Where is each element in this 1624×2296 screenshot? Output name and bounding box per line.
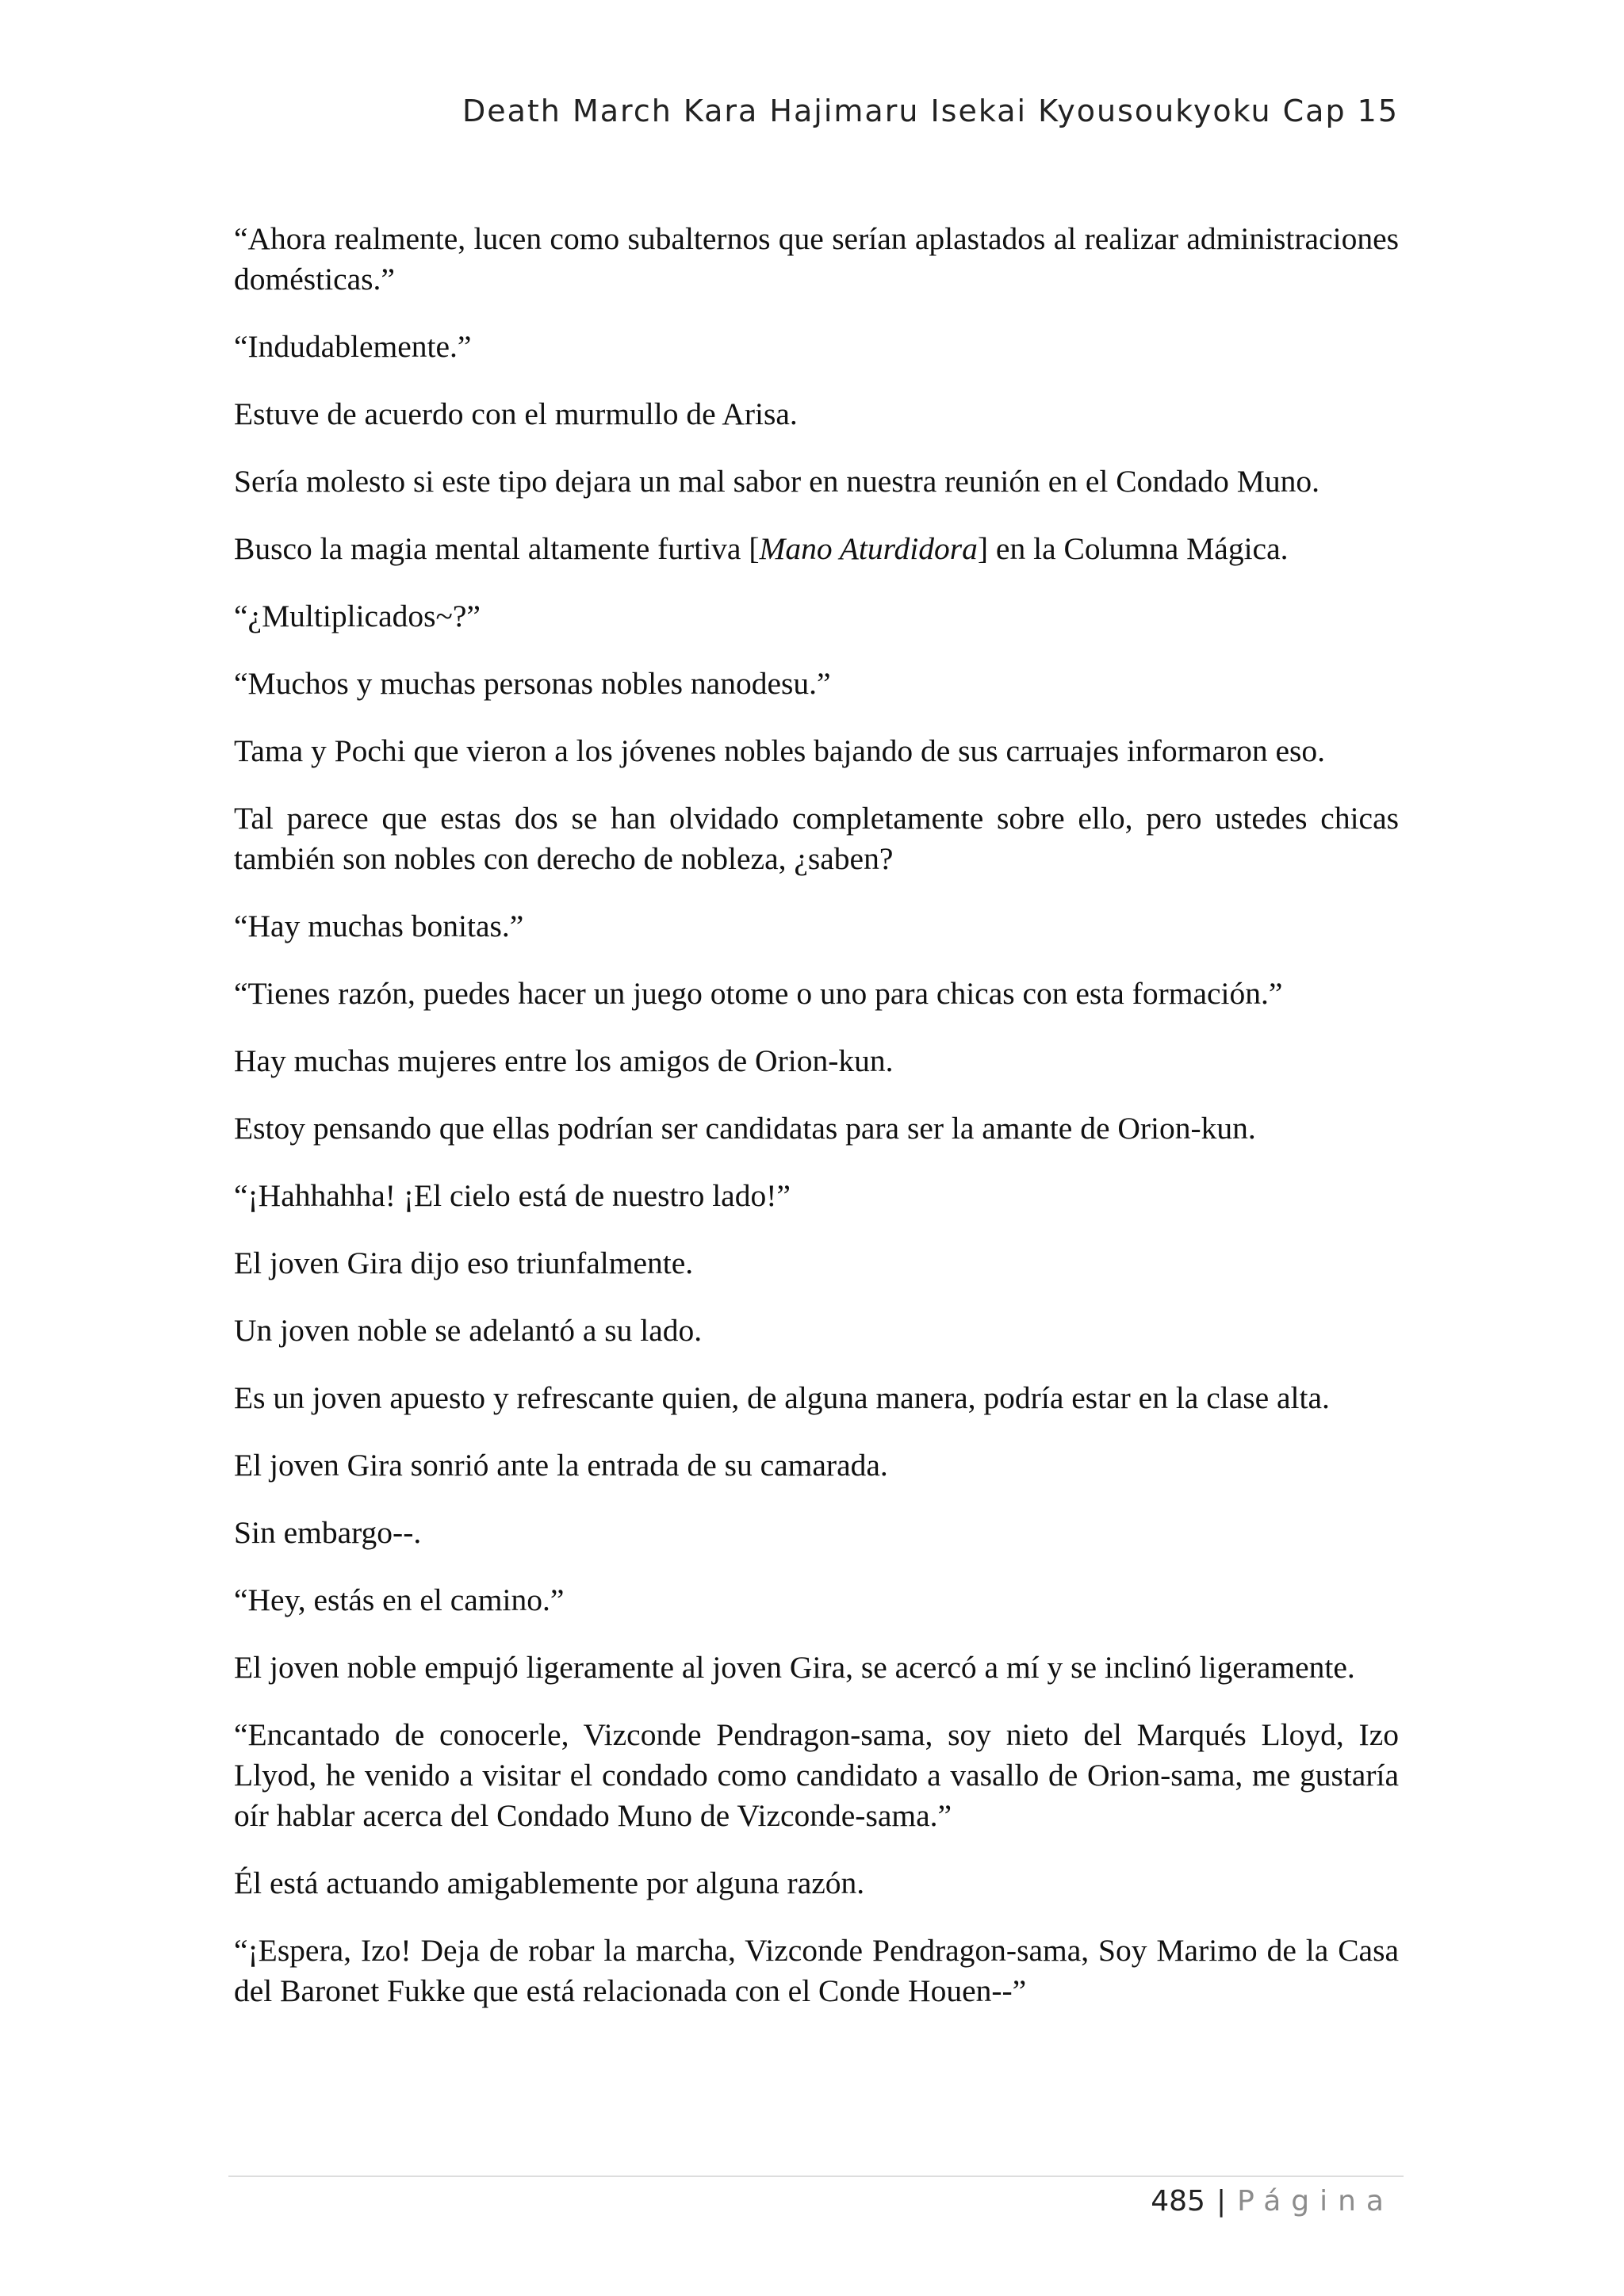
paragraph: El joven Gira sonrió ante la entrada de su camarada. (234, 1448, 888, 1483)
paragraph: Hay muchas mujeres entre los amigos de Orion-kun. (234, 1043, 894, 1078)
paragraph: Tama y Pochi que vieron a los jóvenes nobles bajando de sus carruajes informaron eso. (234, 733, 1326, 768)
paragraph: “Hey, estás en el camino.” (234, 1582, 565, 1617)
magic-text-after: ] en la Columna Mágica. (977, 531, 1289, 566)
paragraph: El joven noble empujó ligeramente al joven Gira, se acercó a mí y se inclinó ligeramente. (234, 1650, 1355, 1685)
footer-divider (228, 2175, 1404, 2177)
paragraph: “Tienes razón, puedes hacer un juego otome o uno para chicas con esta formación.” (234, 976, 1283, 1011)
page-word: Página (1237, 2185, 1394, 2218)
paragraph: “Indudablemente.” (234, 329, 472, 364)
paragraph-magic (234, 529, 1399, 569)
page-body (234, 219, 1399, 2038)
paragraph: Tal parece que estas dos se han olvidado completamente sobre ello, pero ustedes chicas también son nobles con derecho de nobleza, ¿saben? (234, 801, 1399, 876)
paragraph: “¿Multiplicados~?” (234, 599, 481, 633)
footer-separator: | (1216, 2185, 1227, 2218)
page-header-title: Death March Kara Hajimaru Isekai Kyousoukyoku Cap 15 (462, 94, 1399, 128)
paragraph: “Ahora realmente, lucen como subalternos que serían aplastados al realizar administraciones domésticas.” (234, 221, 1399, 297)
paragraph: Es un joven apuesto y refrescante quien, de alguna manera, podría estar en la clase alta. (234, 1380, 1330, 1415)
paragraph: “Muchos y muchas personas nobles nanodesu.” (234, 666, 831, 701)
paragraph: “Hay muchas bonitas.” (234, 909, 524, 943)
paragraph: “¡Hahhahha! ¡El cielo está de nuestro lado!” (234, 1178, 791, 1213)
paragraph: “Encantado de conocerle, Vizconde Pendragon-sama, soy nieto del Marqués Lloyd, Izo Llyod, he venido a visitar el condado como candidato a vasallo de Orion-sama, me gustaría oír hablar acerca del Condado Muno de Vizconde-sama.” (234, 1717, 1399, 1833)
paragraph: “¡Espera, Izo! Deja de robar la marcha, Vizconde Pendragon-sama, Soy Marimo de la Casa del Baronet Fukke que está relacionada con el Conde Houen--” (234, 1933, 1399, 2008)
magic-text-before: Busco la magia mental altamente furtiva [ (234, 531, 760, 566)
paragraph: Sería molesto si este tipo dejara un mal sabor en nuestra reunión en el Condado Muno. (234, 464, 1320, 499)
paragraph: El joven Gira dijo eso triunfalmente. (234, 1246, 694, 1280)
paragraph: Estoy pensando que ellas podrían ser candidatas para ser la amante de Orion-kun. (234, 1111, 1256, 1146)
paragraph: Un joven noble se adelantó a su lado. (234, 1313, 703, 1348)
page-footer (1151, 2185, 1394, 2218)
page-number: 485 (1151, 2185, 1205, 2218)
paragraph: Sin embargo--. (234, 1515, 422, 1550)
paragraph: Él está actuando amigablemente por alguna razón. (234, 1866, 865, 1900)
spell-name: Mano Aturdidora (759, 531, 978, 566)
paragraph: Estuve de acuerdo con el murmullo de Arisa. (234, 396, 798, 431)
